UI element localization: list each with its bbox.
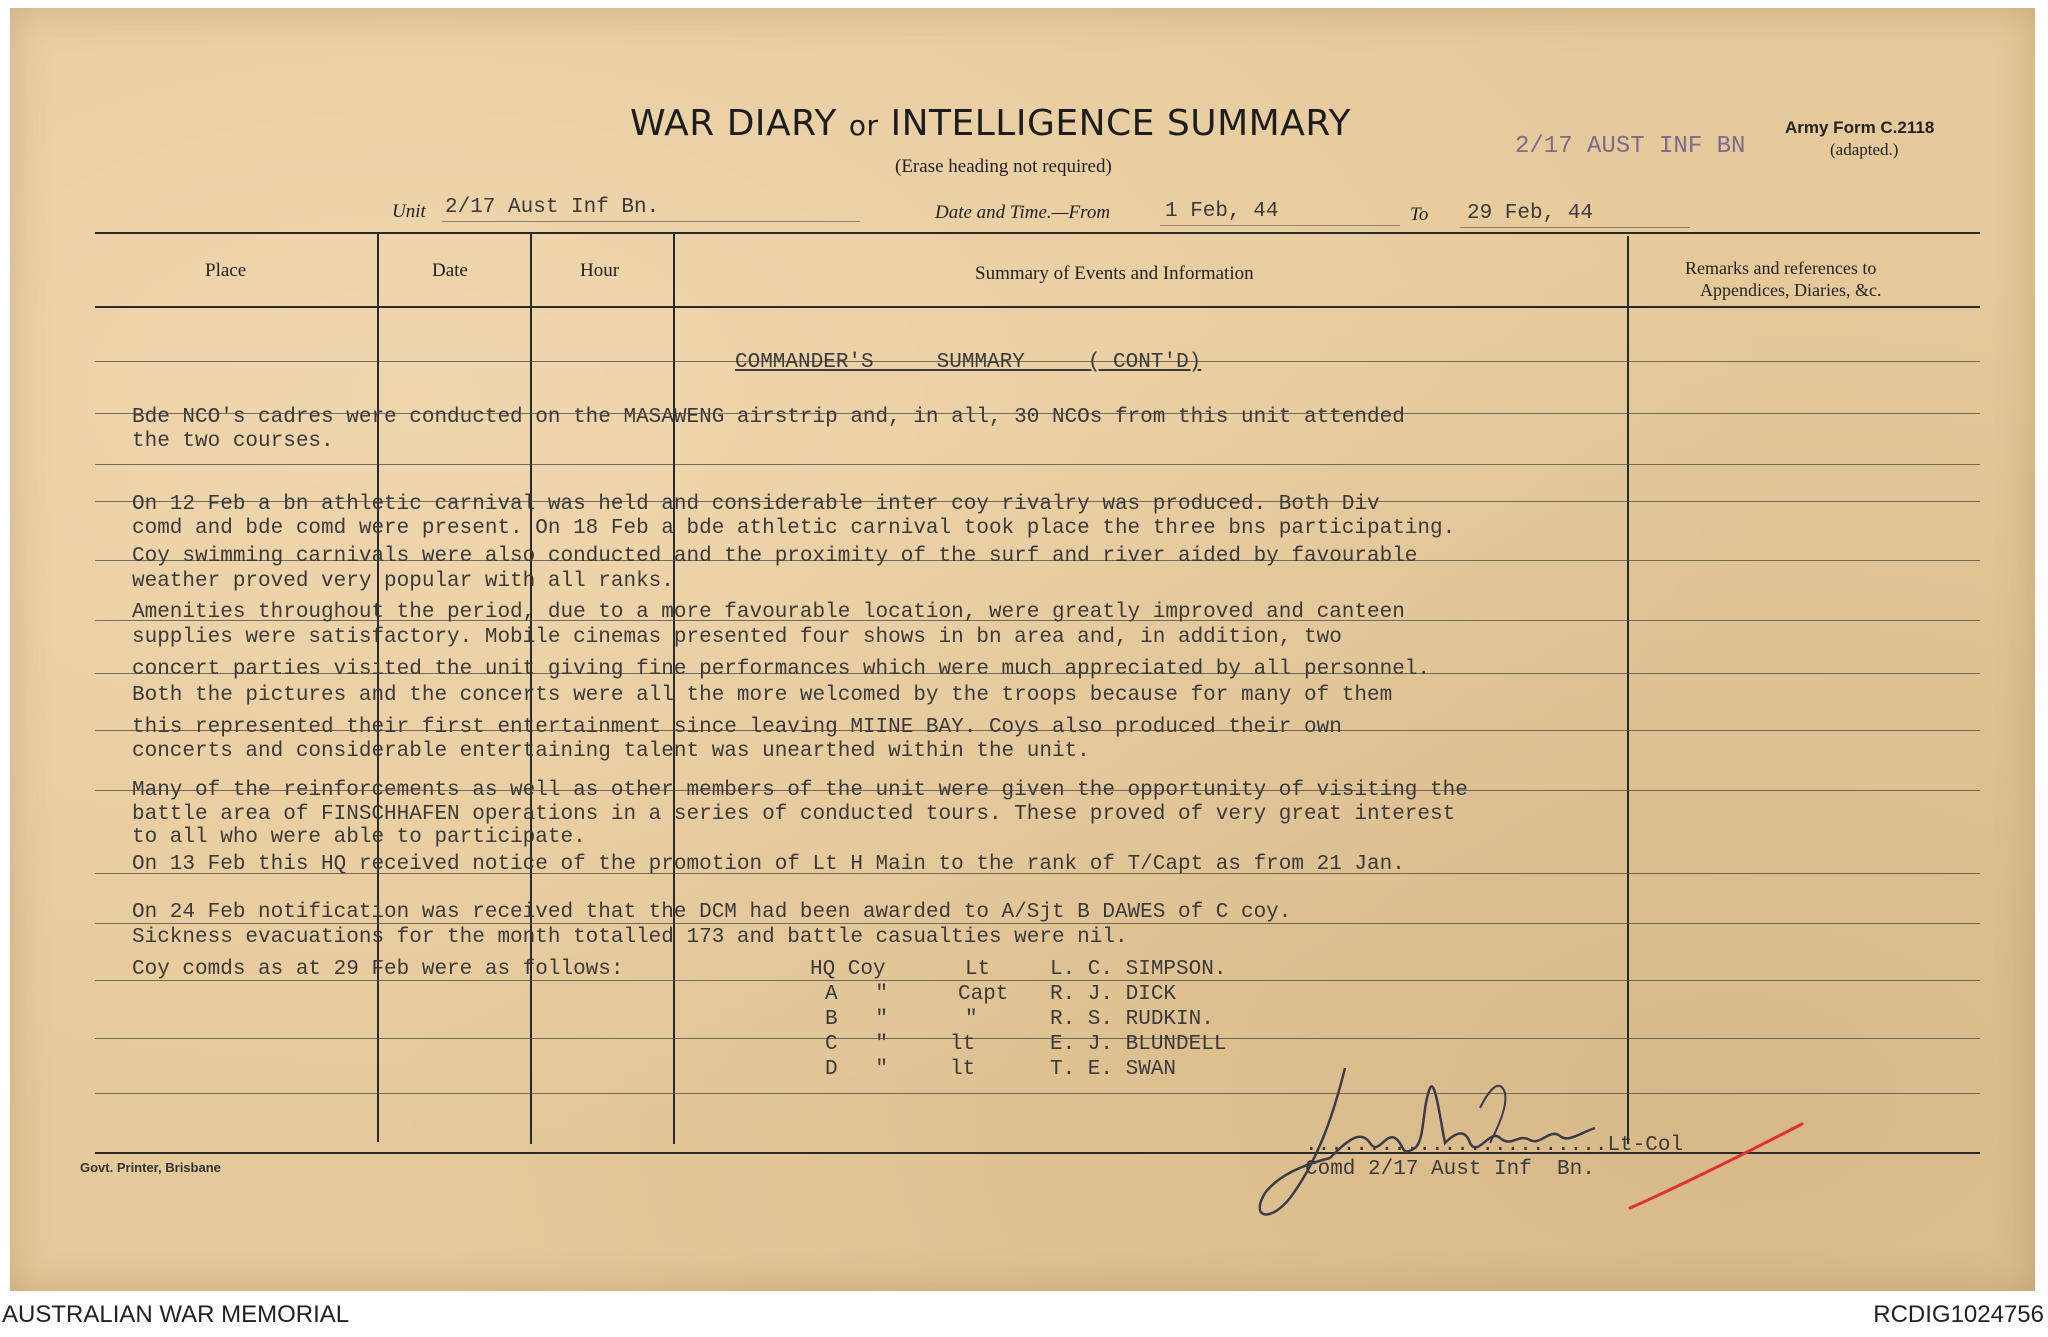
col-divider-summary [1627,236,1629,1144]
unit-label: Unit [392,201,426,222]
commander-rank: lt [950,1033,976,1056]
summary-line: to all who were able to participate. [132,826,586,849]
col-header-place: Place [205,260,247,281]
summary-line: On 13 Feb this HQ received notice of the promotion of Lt H Main to the rank of T/Capt as from 21 Jan. [132,853,1405,876]
summary-line: concerts and considerable entertaining talent was unearthed within the unit. [132,740,1090,763]
summary-line: battle area of FINSCHHAFEN operations in a series of conducted tours. These proved of very great interest [132,803,1456,826]
summary-line: Coy swimming carnivals were also conducted and the proximity of the surf and river aided by favourable [132,545,1418,568]
summary-line: Bde NCO's cadres were conducted on the MASAWENG airstrip and, in all, 30 NCOs from this unit attended [132,406,1405,429]
commander-coy: C " [825,1033,889,1056]
col-header-date: Date [432,260,468,281]
commander-coy: B " [825,1008,889,1031]
signature-command: Comd 2/17 Aust Inf Bn. [1305,1158,1595,1181]
title-war-diary: WAR DIARY [630,103,837,144]
war-diary-page [10,8,2035,1291]
signature-rank: ........................Lt-Col [1305,1134,1684,1157]
commander-name: T. E. SWAN [1050,1058,1177,1081]
commander-coy: D " [825,1058,889,1081]
date-to-underline [1460,227,1690,228]
to-label: To [1410,204,1429,225]
commander-coy: A " [825,983,889,1006]
col-header-summary: Summary of Events and Information [975,263,1254,284]
summary-line: Many of the reinforcements as well as other members of the unit were given the opportunity of visiting the [132,779,1468,802]
date-to: 29 Feb, 44 [1467,202,1594,225]
ruled-line [95,464,1980,465]
date-label: Date and Time.—From [935,202,1111,223]
commander-name: L. C. SIMPSON. [1050,958,1227,981]
army-form-number: Army Form C.2118 [1785,118,1935,137]
form-title [630,103,1351,144]
archive-name: AUSTRALIAN WAR MEMORIAL [2,1301,350,1328]
date-from: 1 Feb, 44 [1165,200,1279,223]
summary-line: the two courses. [132,430,334,453]
army-form-note: (adapted.) [1830,140,1899,159]
archive-footer [0,1291,2048,1337]
commander-coy: HQ Coy [810,958,886,981]
summary-line: Coy comds as at 29 Feb were as follows: [132,958,624,981]
commander-name: E. J. BLUNDELL [1050,1033,1227,1056]
printer-imprint: Govt. Printer, Brisbane [80,1160,221,1175]
summary-line: weather proved very popular with all ranks. [132,570,674,593]
summary-line: On 24 Feb notification was received that the DCM had been awarded to A/Sjt B DAWES of C coy. [132,901,1292,924]
summary-heading: COMMANDER'S SUMMARY ( CONT'D) [735,351,1202,374]
commander-rank: Capt [958,983,1009,1006]
summary-line: this represented their first entertainment since leaving MIINE BAY. Coys also produced their own [132,716,1342,739]
summary-line: supplies were satisfactory. Mobile cinemas presented four shows in bn area and, in addition, two [132,626,1342,649]
summary-line: Amenities throughout the period, due to a more favourable location, were greatly improved and canteen [132,601,1405,624]
title-or: or [848,109,879,142]
summary-line: comd and bde comd were present. On 18 Feb a bde athletic carnival took place the three bns participating. [132,517,1456,540]
ruled-line [95,1038,1980,1039]
unit-underline [442,221,860,222]
title-intelligence-summary: INTELLIGENCE SUMMARY [890,103,1352,144]
summary-line: On 12 Feb a bn athletic carnival was held and considerable inter coy rivalry was produced. Both Div [132,493,1380,516]
date-from-underline [1160,225,1400,226]
commander-rank: " [965,1008,978,1031]
unit-value: 2/17 Aust Inf Bn. [445,196,660,219]
unit-stamp: 2/17 AUST INF BN [1515,133,1746,160]
summary-line: Sickness evacuations for the month totalled 173 and battle casualties were nil. [132,926,1128,949]
summary-line: Both the pictures and the concerts were all the more welcomed by the troops because for many of them [132,684,1393,707]
commander-rank: lt [950,1058,976,1081]
red-pencil-mark [1620,1116,1810,1216]
commander-name: R. S. RUDKIN. [1050,1008,1214,1031]
archive-reference: RCDIG1024756 [1873,1301,2044,1328]
col-header-remarks-line1: Remarks and references to [1685,258,1877,278]
ruled-line [95,1093,1980,1094]
commander-name: R. J. DICK [1050,983,1177,1006]
col-header-remarks-line2: Appendices, Diaries, &c. [1700,280,1882,300]
col-header-hour: Hour [580,260,620,281]
summary-line: concert parties visited the unit giving fine performances which were much appreciated by all personnel. [132,658,1431,681]
commander-rank: Lt [965,958,991,981]
form-subtitle: (Erase heading not required) [895,156,1112,177]
